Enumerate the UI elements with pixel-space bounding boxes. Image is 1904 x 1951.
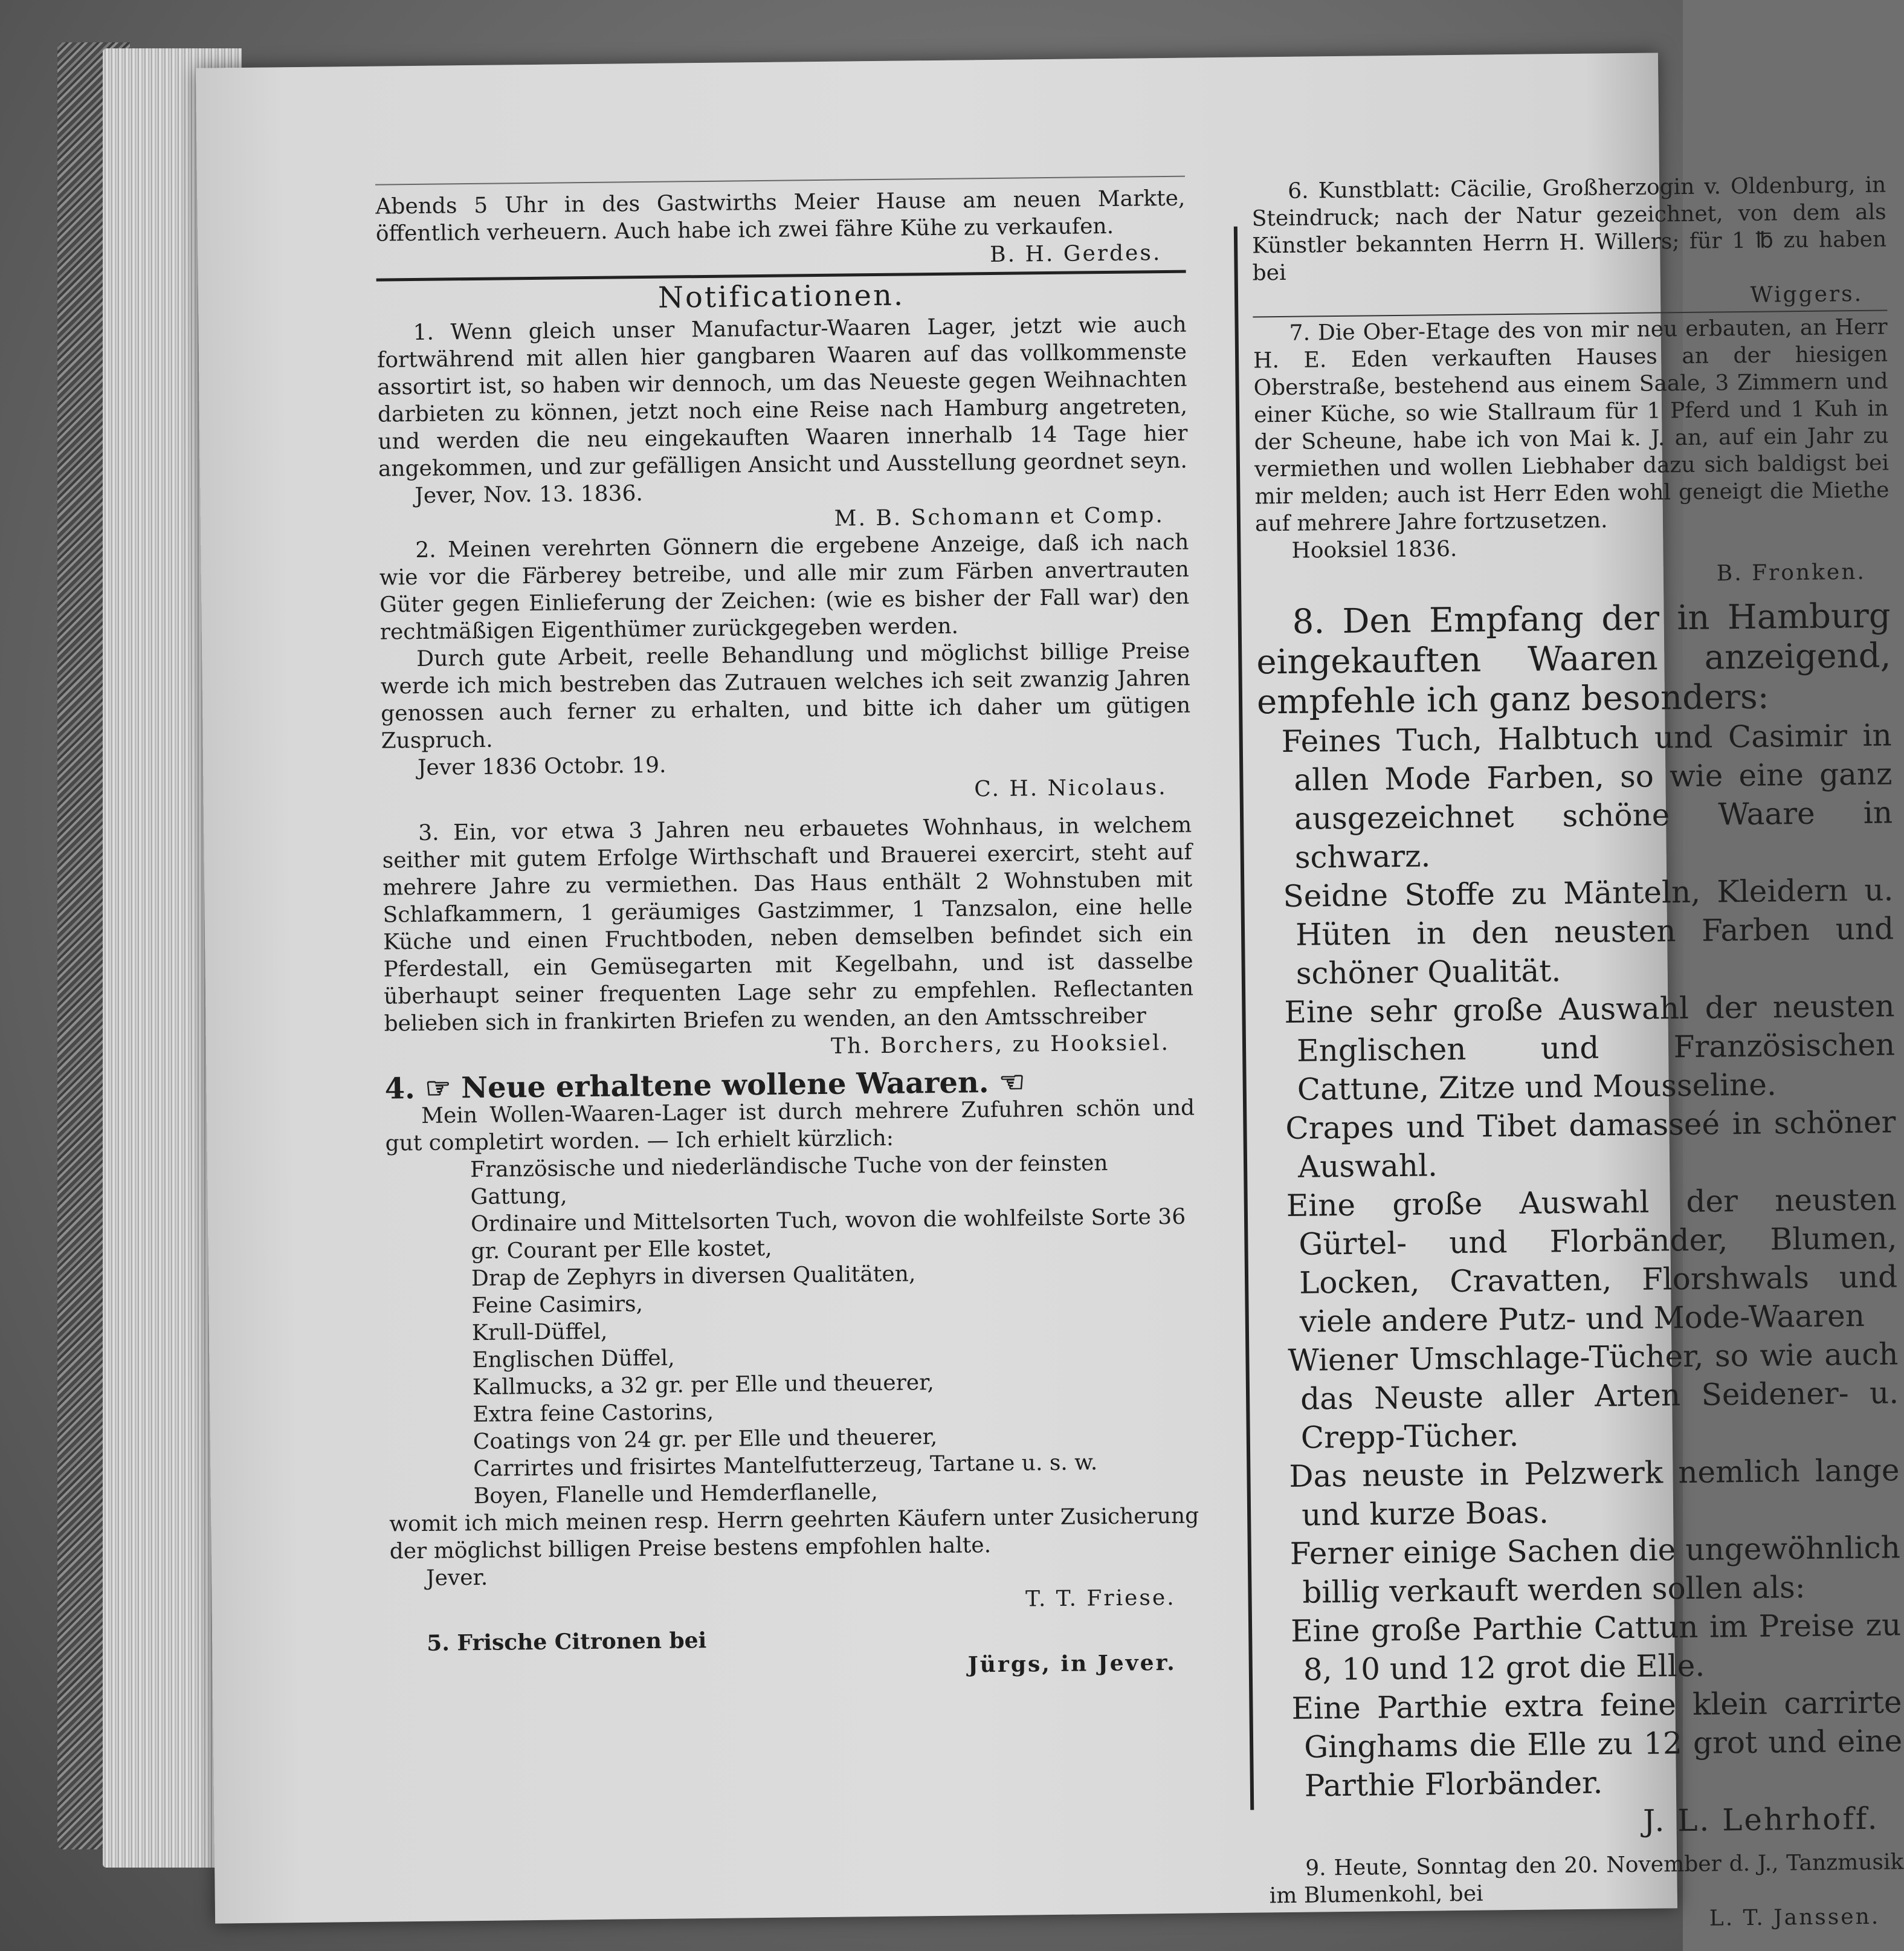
notice-7-text: 7. Die Ober-Etage des von mir neu erbauten, an Herr H. E. Eden verkauften Hauses an der hiesigen Oberstraße, bestehend aus einem Saale, 3 Zimmern und einer Küche, so wie Stallraum für 1 Pferd und 1 Kuh in der Scheune, habe ich von Mai k. J. an, auf ein Jahr zu vermiethen und wollen Liebhaber dazu sich baldigst bei mir melden; auch ist Herr Eden wohl geneigt die Miethe auf mehrere Jahre fortzusetzen. [1253,314,1889,537]
notice-4-place: Jever. [425,1565,488,1591]
list-item: Eine sehr große Auswahl der neusten Englischen und Französischen Cattune, Zitze und Mousseline. [1284,988,1896,1107]
notice-4-list [386,1149,1199,1511]
list-item: Coatings von 24 gr. per Elle und theuerer, [473,1425,938,1455]
notice-1-text: 1. Wenn gleich unser Manufactur-Waaren Lager, jetzt wie auch fortwährend mit allen hier gangbaren Waaren auf das vollkommenste assortirt ist, so haben wir dennoch, um das Neueste gegen Weihnachten darbieten zu können, jetzt noch eine Reise nach Hamburg angetreten, und werden die neu eingekauften Waaren innerhalb 14 Tage hier angekommen, und zur gefälligen Ansicht und Ausstellung geordnet seyn. [376,312,1188,482]
notice-3-text: 3. Ein, vor etwa 3 Jahren neu erbauetes Wohnhaus, in welchem seither mit gutem Erfolge Wirthschaft und Brauerei exercirt, steht auf mehrere Jahre zu vermiethen. Das Haus enthält 2 Wohnstuben mit Schlafkammern, 1 geräumiges Gastzimmer, 1 Tanzsalon, eine helle Küche und einen Fruchtboden, neben demselben befindet sich ein Pferdestall, ein Gemüsegarten mit Kegelbahn, und ist dasselbe überhaupt seiner frequenten Lage sehr zu empfehlen. Reflectanten belieben sich in frankirten Briefen zu wenden, an den Amtsschreiber [382,812,1194,1037]
list-item: Eine große Parthie Cattun im Preise zu 8, 10 und 12 grot die Elle. [1290,1607,1902,1687]
top-rule [375,176,1185,186]
notice-7-place: Hooksiel 1836. [1291,536,1457,563]
notice-9-signature: L. T. Janssen. [1709,1904,1880,1931]
left-column [375,185,1201,1685]
list-item: Kallmucks, a 32 gr. per Elle und theuerer, [472,1370,935,1400]
notice-5-text: 5. Frische Citronen bei [427,1628,707,1656]
notice-2-text-2: Durch gute Arbeit, reelle Behandlung und möglichst billige Preise werde ich mich bestreben das Zutrauen welches ich seit zwanzig Jahren genossen auch ferner zu erhalten, und bitte ich daher um gütigen Zuspruch. [380,638,1191,754]
right-column [1251,171,1904,1936]
column-divider [1234,227,1254,1810]
list-item: Eine große Auswahl der neusten Gürtel- und Florbänder, Blumen, Locken, Cravatten, Florshwals und viele andere Putz- und Mode-Waaren [1286,1182,1898,1339]
notice-4-signature: T. T. Friese. [1025,1585,1176,1612]
notice-2-signature: C. H. Nicolaus. [973,774,1167,802]
list-item: Französische und niederländische Tuche von der feinsten Gattung, [470,1151,1108,1210]
list-item: Krull-Düffel, [471,1319,608,1346]
list-item: Feines Tuch, Halbtuch und Casimir in allen Mode Farben, so wie eine ganz ausgezeichnet schöne Waare in schwarz. [1281,717,1893,875]
list-item: Eine Parthie extra feine klein carrirte Ginghams die Elle zu 12 grot und eine Parthie Florbänder. [1291,1684,1903,1804]
notice-6-signature: Wiggers. [1750,281,1864,308]
list-item: Drap de Zephyrs in diversen Qualitäten, [471,1261,916,1292]
notice-2-text: 2. Meinen verehrten Gönnern die ergebene Anzeige, daß ich nach wie vor die Färberey betreibe, und alle mir zum Färben anvertrauten Güter gegen Einlieferung der Zeichen: (wie es bisher der Fall war) den rechtmäßigen Eigenthümer zurückgegeben werden. [379,529,1190,645]
list-item: Wiener Umschlage-Tücher, so wie auch das Neuste aller Arten Seidener- u. Crepp-Tücher. [1288,1336,1899,1455]
notice-9-text: 9. Heute, Sonntag den 20. November d. J., Tanzmusik im Blumenkohl, bei [1269,1849,1904,1909]
notice-4-closing: womit ich mich meinen resp. Herrn geehrten Käufern unter Zusicherung der möglichst billigen Preise bestens empfohlen halte. [389,1503,1199,1564]
list-item: Crapes und Tibet damasseé in schöner Auswahl. [1285,1104,1896,1185]
list-item: Ferner einige Sachen die ungewöhnlich billig verkauft werden sollen als: [1289,1530,1901,1610]
notice-4-text: Mein Wollen-Waaren-Lager ist durch mehrere Zufuhren schön und gut completirt worden. — Ich erhielt kürzlich: [385,1095,1195,1156]
list-item: Das neuste in Pelzwerk nemlich lange und kurze Boas. [1289,1452,1900,1533]
notice-5-signature: Jürgs, in Jever. [967,1649,1176,1678]
intro-text: Abends 5 Uhr in des Gastwirths Meier Hause am neuen Markte, öffentlich verheuern. Auch habe ich zwei fähre Kühe zu verkaufen. [375,186,1186,247]
notice-3-signature: Th. Borchers, zu Hooksiel. [830,1030,1170,1059]
list-item: Ordinaire und Mittelsorten Tuch, wovon die wohlfeilste Sorte 36 gr. Courant per Elle kostet, [470,1204,1186,1264]
list-item: Carrirtes und frisirtes Mantelfutterzeug, Tartane u. s. w. [473,1450,1098,1482]
section-heading: Notificationen. [657,278,905,315]
notice-8-signature: J. L. Lehrhoff. [1642,1801,1879,1839]
notice-6-text: 6. Kunstblatt: Cäcilie, Großherzogin v. Oldenburg, in Steindruck; nach der Natur gezeichnet, von dem als Künstler bekannten Herrn H. Willers; für 1 ℔ zu haben bei [1251,172,1887,286]
notice-8-heading: 8. Den Empfang der in Hamburg eingekauften Waaren anzeigend, empfehle ich ganz besonders: [1256,596,1891,722]
notice-1-place: Jever, Nov. 13. 1836. [415,481,644,508]
intro-signature: B. H. Gerdes. [989,241,1162,268]
notice-1-signature: M. B. Schomann et Comp. [834,503,1165,531]
notice-7-signature: B. Fronken. [1716,559,1867,586]
notice-2-place: Jever 1836 Octobr. 19. [417,752,666,780]
list-item: Englischen Düffel, [472,1345,675,1373]
list-item: Seidne Stoffe zu Mänteln, Kleidern u. Hüten in den neusten Farben und schöner Qualität. [1283,872,1894,991]
notice-4-heading: 4. ☞ Neue erhaltene wollene Waaren. ☜ [384,1065,1025,1106]
list-item: Feine Casimirs, [471,1292,644,1319]
notice-8-list [1257,716,1903,1805]
newspaper-page [196,53,1904,1931]
list-item: Boyen, Flanelle und Hemderflanelle, [473,1480,879,1509]
list-item: Extra feine Castorins, [473,1399,714,1428]
